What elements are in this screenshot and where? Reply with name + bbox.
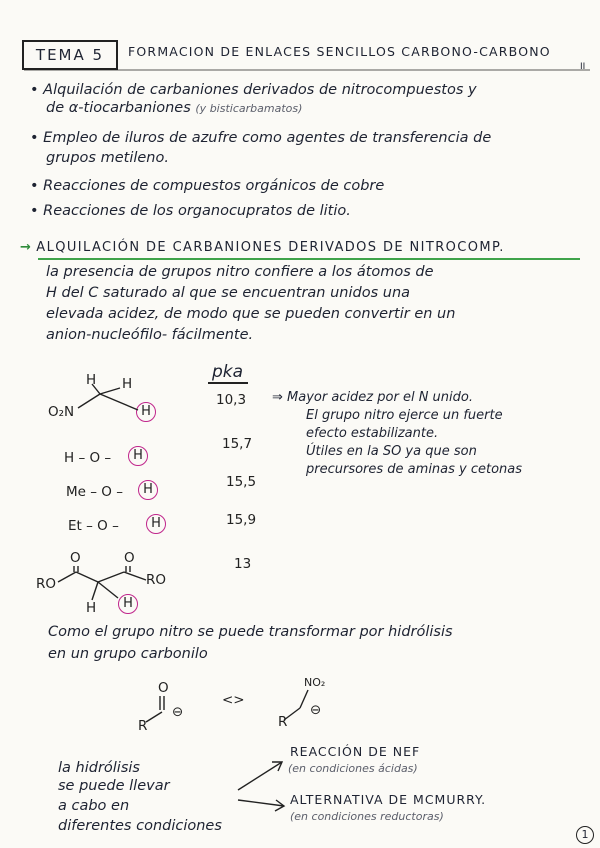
page-number: 1 [576,826,594,844]
row4-acidic-h: H [146,514,166,534]
arrow-to-nef [238,762,282,790]
row4-pka: 15,9 [226,512,257,528]
intro-line-4: anion-nucleófilo- fácilmente. [46,327,254,343]
row5-o-left: O [70,550,81,566]
title-part: II [580,62,586,72]
note-5: precursores de aminas y cetonas [306,462,523,477]
bond-2 [92,384,100,394]
nitronate-minus: ⊖ [310,702,322,718]
cond-left-1: la hidrólisis [58,760,140,776]
note-4: Útiles en la SO ya que son [306,444,477,459]
mcmurry-label: ALTERNATIVA DE MCMURRY. [290,792,487,807]
bullet-2-cont: grupos metileno. [46,150,169,166]
bond-1 [78,394,100,408]
tema-label: TEMA 5 [35,46,105,64]
hydrolysis-line-1: Como el grupo nitro se puede transformar por hidrólisis [48,624,453,640]
bullet-4: • Reacciones de los organocupratos de litio. [30,203,351,219]
carbonyl-o: O [158,680,169,696]
intro-line-2: H del C saturado al que se encuentran unidos una [46,285,411,301]
carbonyl-minus: ⊖ [172,704,184,720]
row1-h-top-left: H [86,372,97,388]
bond-3 [100,388,120,394]
nitronate-bond-1 [284,708,300,720]
cond-left-2: se puede llevar [58,778,170,794]
row1-h-top-right: H [122,376,133,392]
note-1: ⇒ Mayor acidez por el N unido. [272,390,473,405]
row5-acidic-h: H [118,594,138,614]
page-title: FORMACION DE ENLACES SENCILLOS CARBONO-CARBONO [128,44,551,59]
pka-header: pka [212,362,244,382]
section-heading: → ALQUILACIÓN DE CARBANIONES DERIVADOS DE NITROCOMP. [20,240,505,255]
row5-o-right: O [124,550,135,566]
bullet-2: • Empleo de iluros de azufre como agentes de transferencia de [30,130,492,146]
row1-pka: 10,3 [216,392,247,408]
bullet-3: • Reacciones de compuestos orgánicos de cobre [30,178,385,194]
nitronate-bond-2 [300,690,308,708]
nitro-group: NO₂ [304,676,326,689]
row3-pka: 15,5 [226,474,257,490]
row4-group: Et – O – [68,518,119,534]
nitronate-r: R [278,714,288,730]
cond-left-4: diferentes condiciones [58,818,222,834]
note-3: efecto estabilizante. [306,426,439,441]
mcmurry-condition: (en condiciones reductoras) [290,810,444,823]
row5-ro-left: RO [36,576,57,592]
row5-pka: 13 [234,556,252,572]
bond-8 [124,572,146,580]
row2-group: H – O – [64,450,112,466]
carbonyl-r: R [138,718,148,734]
row1-group: O₂N [48,404,75,420]
bond-6 [76,572,98,582]
arrow-icon: → [20,240,33,255]
intro-line-3: elevada acidez, de modo que se pueden convertir en un [46,306,456,322]
resonance-arrow: <> [222,692,245,708]
note-2: El grupo nitro ejerce un fuerte [306,408,503,423]
bond-14 [98,582,118,598]
bond-7 [98,572,124,582]
row3-acidic-h: H [138,480,158,500]
bullet-1-note: (y bisticarbamatos) [195,102,303,115]
row2-pka: 15,7 [222,436,253,452]
row1-acidic-h: H [136,402,156,422]
cond-left-3: a cabo en [58,798,130,814]
bullet-1: • Alquilación de carbaniones derivados de nitrocompuestos y [30,82,477,98]
row5-ro-right: RO [146,572,167,588]
row3-group: Me – O – [66,484,123,500]
bond-5 [58,572,76,582]
hydrolysis-line-2: en un grupo carbonilo [48,646,208,662]
bond-4 [100,394,138,410]
row5-h-low: H [86,600,97,616]
bond-13 [92,582,98,600]
intro-line-1: la presencia de grupos nitro confiere a los átomos de [46,264,434,280]
carbonyl-bond-3 [146,712,162,722]
row2-acidic-h: H [128,446,148,466]
nef-condition: (en condiciones ácidas) [288,762,418,775]
bullet-1-cont: de α-tiocarbaniones (y bisticarbamatos) [46,100,303,116]
nef-label: REACCIÓN DE NEF [290,744,421,759]
